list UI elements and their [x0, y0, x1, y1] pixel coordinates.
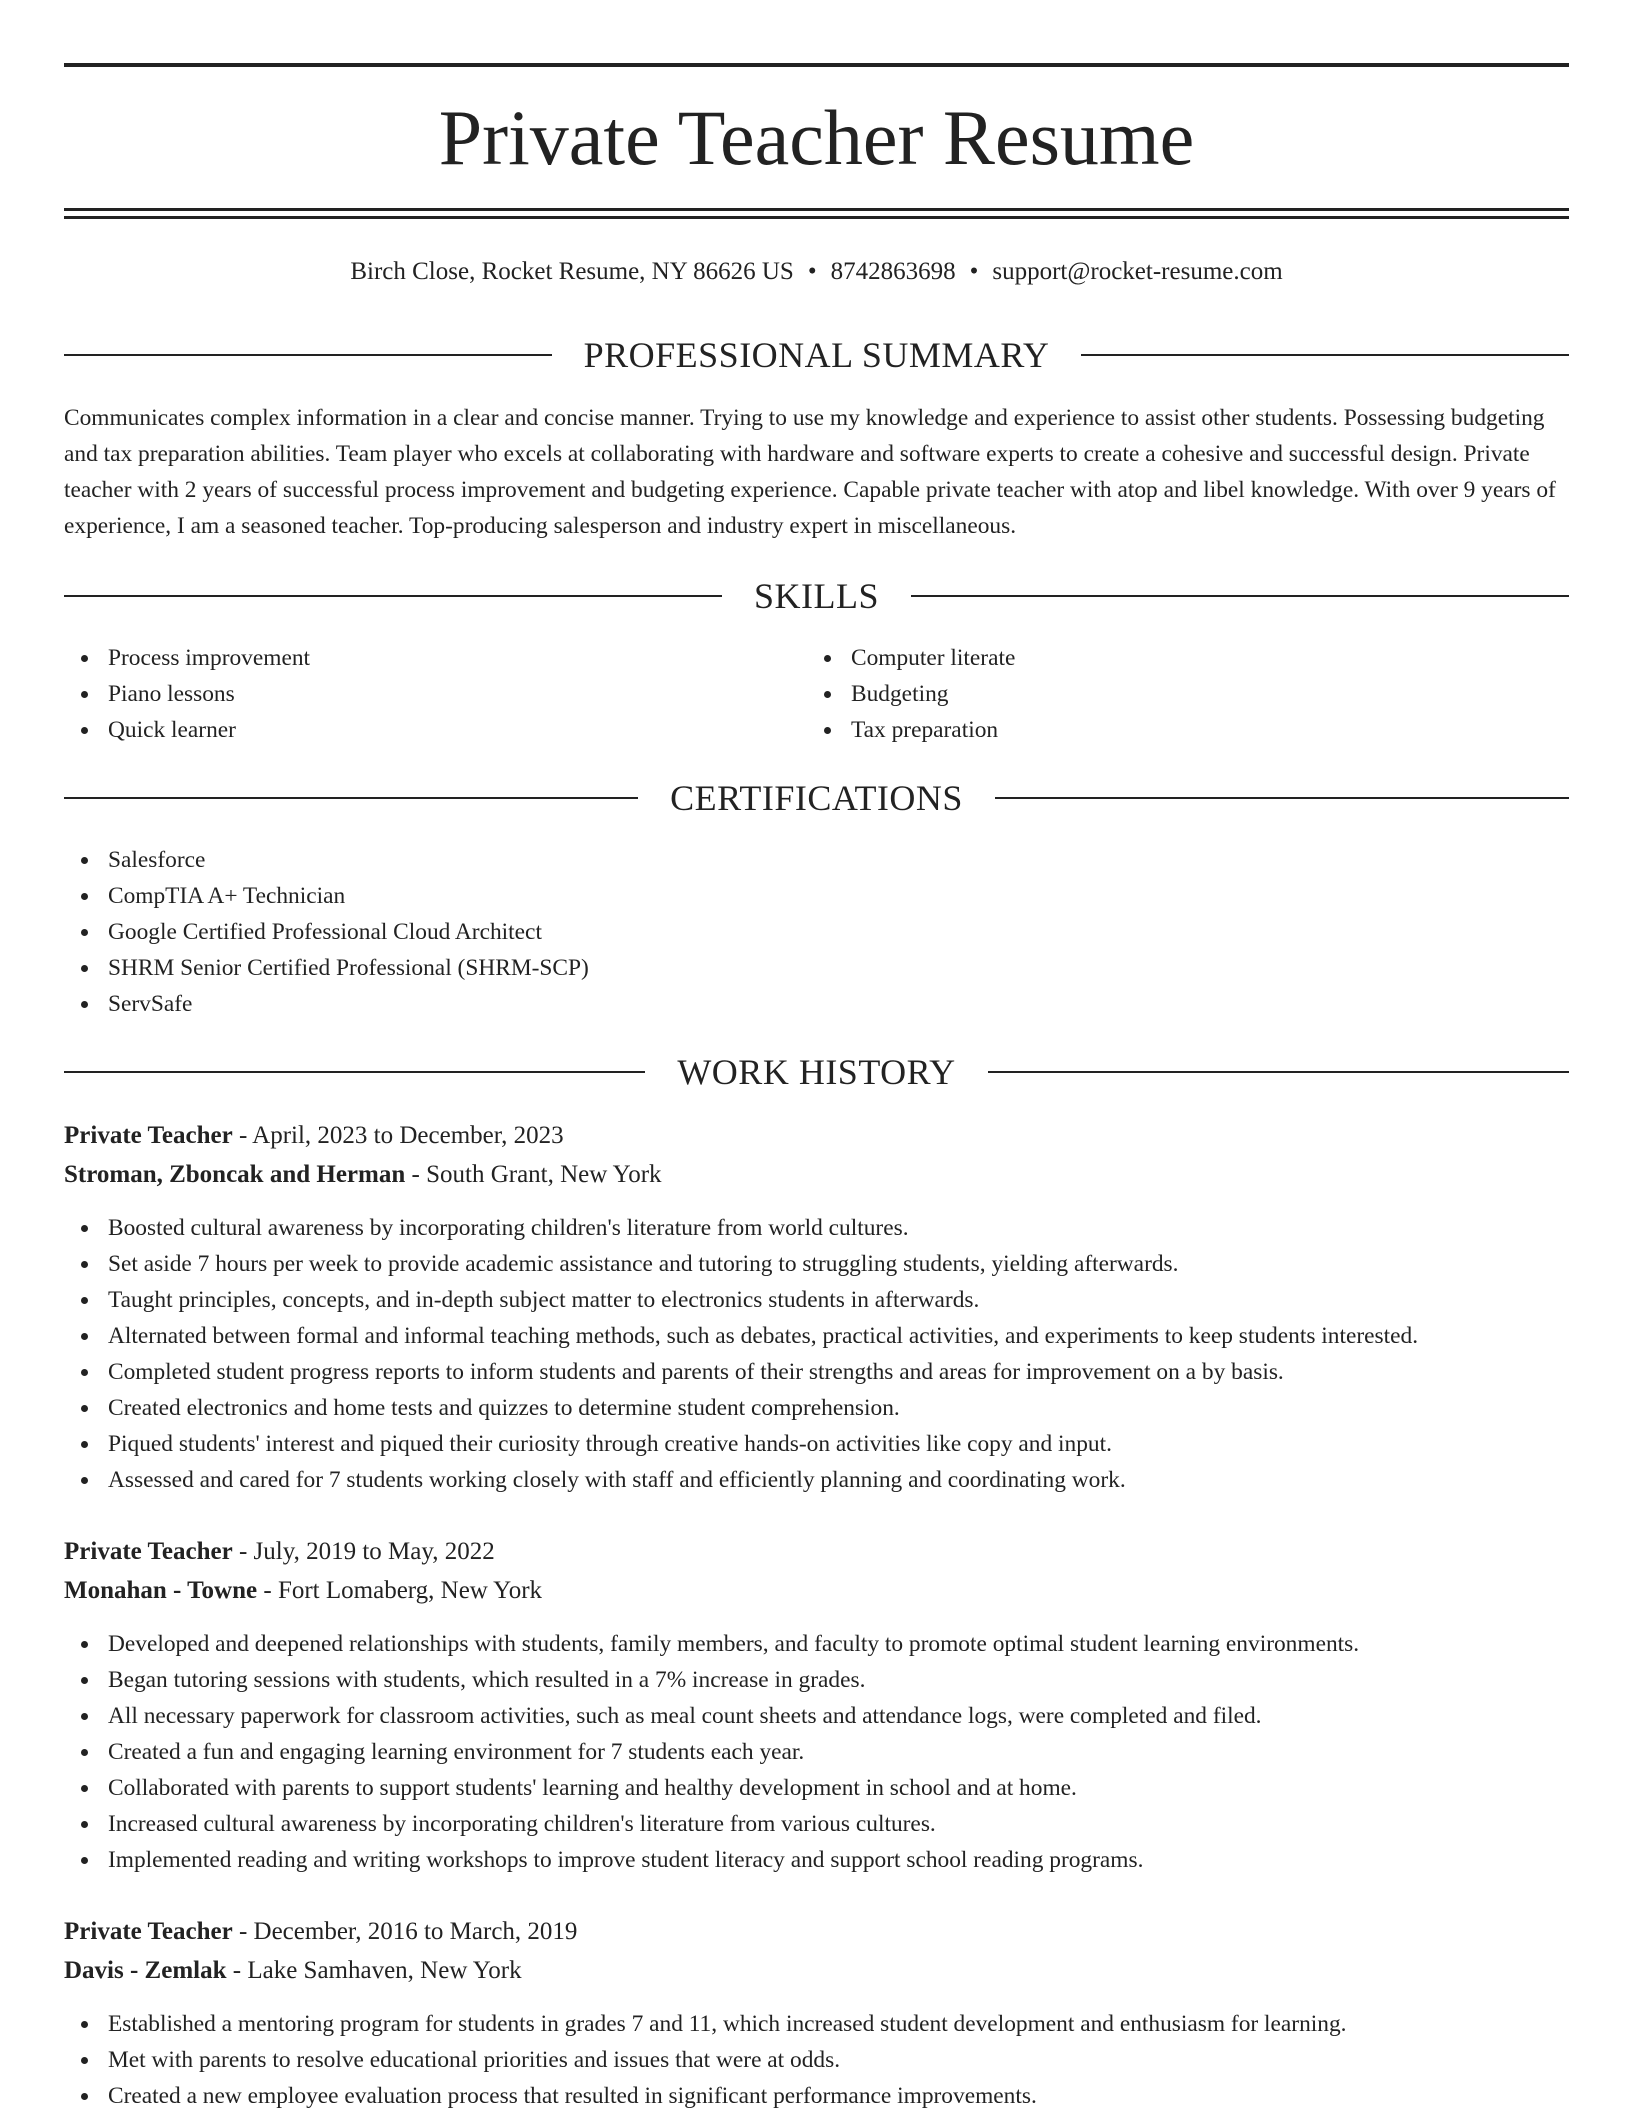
skill-item: Budgeting: [807, 676, 1015, 712]
section-rule: [64, 1071, 645, 1073]
section-header-summary: [64, 333, 1569, 377]
contact-separator: •: [807, 258, 817, 285]
job-company: Davis - Zemlak: [64, 1957, 227, 1984]
job-bullet: Implemented reading and writing workshops to improve student literacy and support school reading programs.: [64, 1842, 1359, 1878]
certification-item: Salesforce: [64, 842, 589, 878]
section-header-work-history: [64, 1050, 1569, 1094]
job-bullets: [64, 1626, 1359, 1878]
job-bullet: Collaborated with parents to support students' learning and healthy development in school and at home.: [64, 1770, 1359, 1806]
title-rule-upper: [64, 208, 1569, 211]
section-title-work-history: WORK HISTORY: [677, 1052, 956, 1092]
job-bullet: Boosted cultural awareness by incorporating children's literature from world cultures.: [64, 1210, 1418, 1246]
skill-item: Quick learner: [64, 712, 310, 748]
job-company: Stroman, Zboncak and Herman: [64, 1161, 406, 1188]
job-bullet: Created electronics and home tests and quizzes to determine student comprehension.: [64, 1390, 1418, 1426]
certification-item: CompTIA A+ Technician: [64, 878, 589, 914]
title-rule-lower: [64, 216, 1569, 219]
section-title-certifications: CERTIFICATIONS: [670, 778, 963, 818]
job-company-line: [64, 1573, 542, 1609]
certification-item: ServSafe: [64, 986, 589, 1022]
job-dates: - July, 2019 to May, 2022: [238, 1538, 495, 1565]
job-company: Monahan - Towne: [64, 1577, 258, 1604]
job-bullet: Set aside 7 hours per week to provide academic assistance and tutoring to struggling students, yielding afterwards.: [64, 1246, 1418, 1282]
job-bullet: Created a new employee evaluation process that resulted in significant performance improvements.: [64, 2078, 1347, 2114]
skill-item: Process improvement: [64, 640, 310, 676]
section-rule: [64, 797, 638, 799]
summary-text: Communicates complex information in a clear and concise manner. Trying to use my knowledge and experience to assist other students. Possessing budgeting and tax preparation abilities. Team player who excels at collaborating with hardware and software experts to create a cohesive and successful design. Private teacher with 2 years of successful process improvement and budgeting experience. Capable private teacher with atop and libel knowledge. With over 9 years of experience, I am a seasoned teacher. Top-producing salesperson and industry expert in miscellaneous.: [64, 405, 1556, 539]
job-bullet: Completed student progress reports to inform students and parents of their strengths and areas for improvement on a by basis.: [64, 1354, 1418, 1390]
job-dates: - December, 2016 to March, 2019: [238, 1918, 578, 1945]
job-bullet: Met with parents to resolve educational priorities and issues that were at odds.: [64, 2042, 1347, 2078]
job-bullets: [64, 1210, 1418, 1498]
page-title: Private Teacher Resume: [438, 94, 1195, 181]
job-title: Private Teacher: [64, 1918, 233, 1945]
section-rule: [1081, 354, 1569, 356]
job-location: - Lake Samhaven, New York: [232, 1957, 522, 1984]
contact-phone: 8742863698: [830, 258, 956, 285]
section-header-skills: [64, 574, 1569, 618]
skills-list-right: [807, 640, 1015, 748]
job-bullet: All necessary paperwork for classroom activities, such as meal count sheets and attendance logs, were completed and filed.: [64, 1698, 1359, 1734]
certification-item: SHRM Senior Certified Professional (SHRM-SCP): [64, 950, 589, 986]
job-bullet: Piqued students' interest and piqued their curiosity through creative hands-on activities like copy and input.: [64, 1426, 1418, 1462]
skill-item: Tax preparation: [807, 712, 1015, 748]
job-company-line: [64, 1953, 522, 1989]
job-title-line: [64, 1914, 577, 1950]
job-title: Private Teacher: [64, 1122, 233, 1149]
job-bullet: Taught principles, concepts, and in-depth subject matter to electronics students in afterwards.: [64, 1282, 1418, 1318]
skill-item: Computer literate: [807, 640, 1015, 676]
section-rule: [64, 595, 722, 597]
job-bullet: Began tutoring sessions with students, which resulted in a 7% increase in grades.: [64, 1662, 1359, 1698]
job-location: - Fort Lomaberg, New York: [263, 1577, 543, 1604]
job-title-line: [64, 1118, 564, 1154]
section-rule: [64, 354, 552, 356]
job-bullet: Increased cultural awareness by incorporating children's literature from various cultures.: [64, 1806, 1359, 1842]
job-bullet: Established a mentoring program for students in grades 7 and 11, which increased student development and enthusiasm for learning.: [64, 2006, 1347, 2042]
job-bullet: Assessed and cared for 7 students working closely with staff and efficiently planning and coordinating work.: [64, 1462, 1418, 1498]
job-title-line: [64, 1534, 495, 1570]
job-bullet: Developed and deepened relationships with students, family members, and faculty to promote optimal student learning environments.: [64, 1626, 1359, 1662]
job-bullet: Created a fun and engaging learning environment for 7 students each year.: [64, 1734, 1359, 1770]
certification-item: Google Certified Professional Cloud Architect: [64, 914, 589, 950]
section-title-skills: SKILLS: [754, 576, 880, 616]
certifications-list: [64, 842, 589, 1022]
skills-list-left: [64, 640, 310, 748]
contact-email: support@rocket-resume.com: [992, 258, 1283, 285]
contact-separator: •: [969, 258, 979, 285]
job-company-line: [64, 1157, 662, 1193]
section-header-certifications: [64, 776, 1569, 820]
job-location: - South Grant, New York: [411, 1161, 662, 1188]
contact-address: Birch Close, Rocket Resume, NY 86626 US: [350, 258, 794, 285]
section-title-summary: PROFESSIONAL SUMMARY: [583, 335, 1050, 375]
job-bullets: [64, 2006, 1347, 2114]
section-rule: [988, 1071, 1569, 1073]
section-rule: [995, 797, 1569, 799]
job-bullet: Alternated between formal and informal teaching methods, such as debates, practical activities, and experiments to keep students interested.: [64, 1318, 1418, 1354]
skill-item: Piano lessons: [64, 676, 310, 712]
job-title: Private Teacher: [64, 1538, 233, 1565]
job-dates: - April, 2023 to December, 2023: [238, 1122, 564, 1149]
section-rule: [911, 595, 1569, 597]
top-rule: [64, 63, 1569, 67]
contact-line: [64, 256, 1569, 288]
